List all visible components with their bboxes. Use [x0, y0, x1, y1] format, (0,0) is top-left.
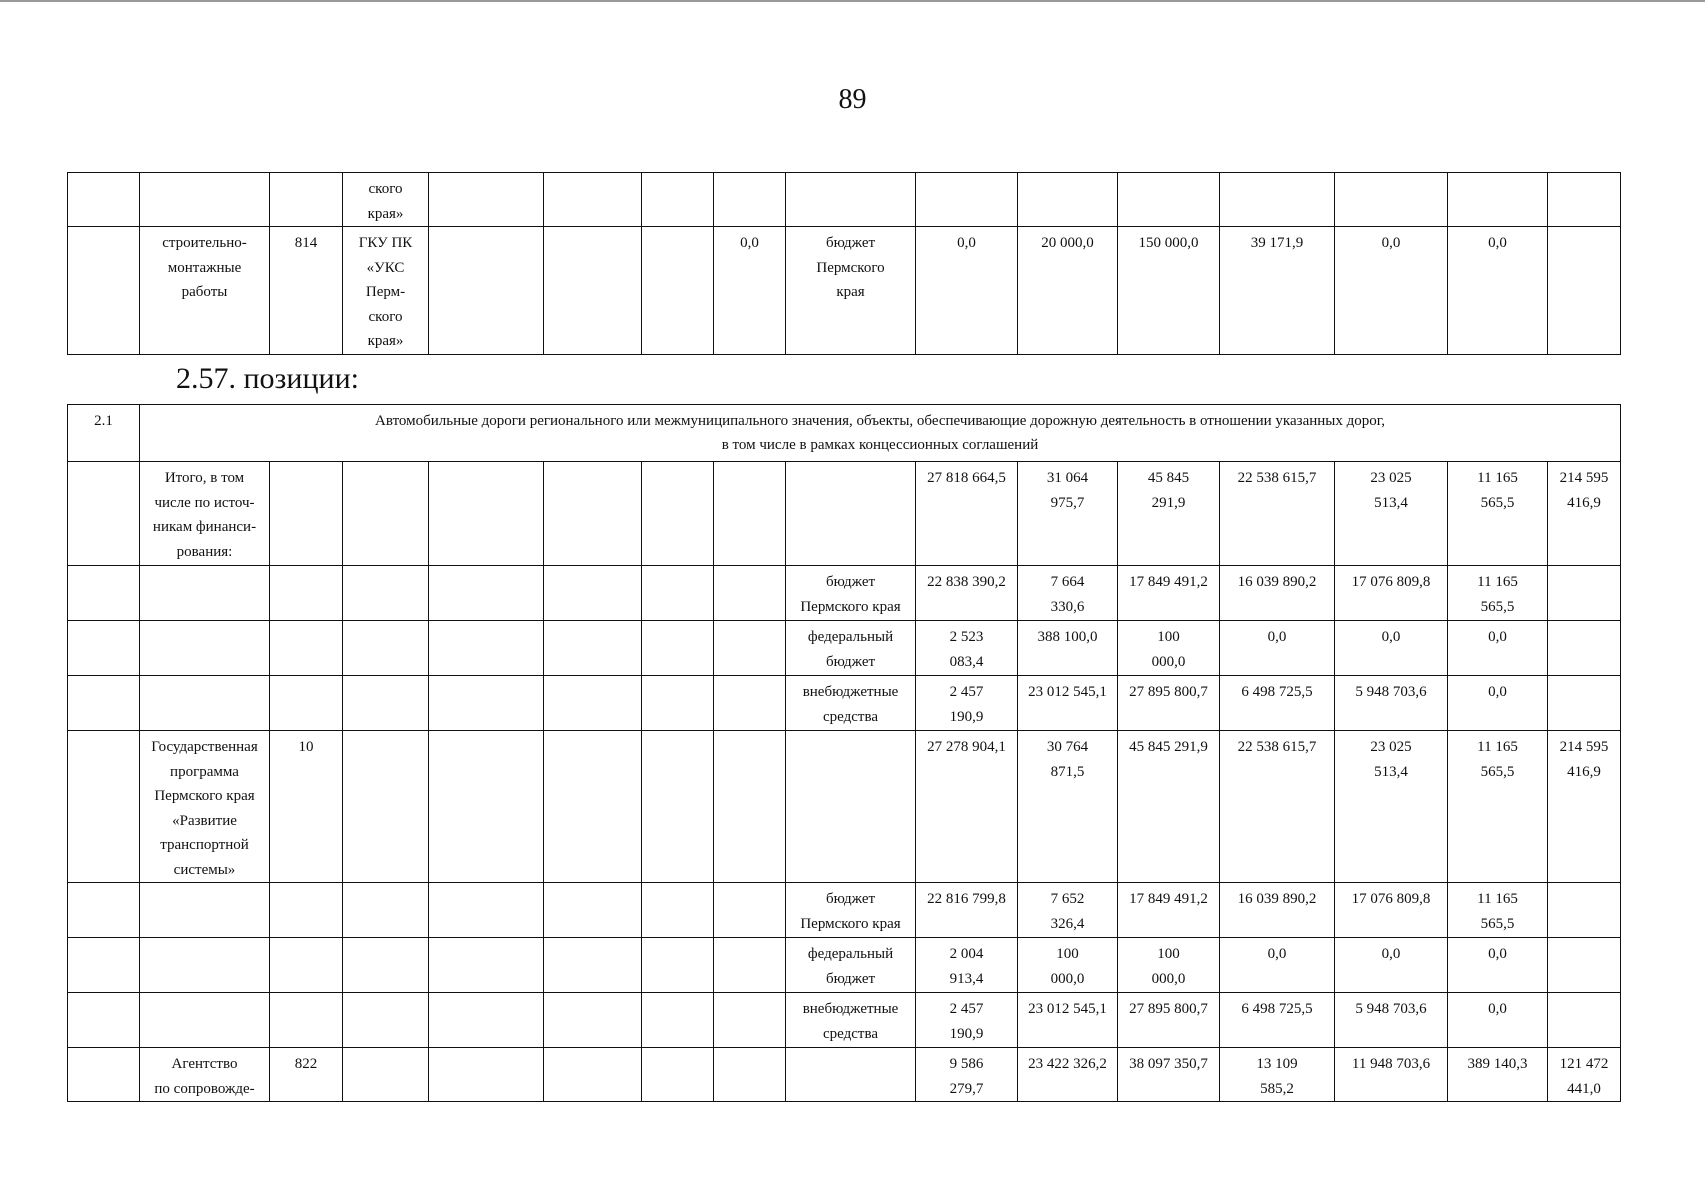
table-cell	[140, 883, 270, 938]
table-cell: 10	[270, 731, 343, 883]
table-cell: 11 948 703,6	[1335, 1048, 1448, 1102]
table-cell: 11 165 565,5	[1448, 462, 1548, 566]
table-cell	[270, 938, 343, 993]
table-cell: 23 012 545,1	[1018, 993, 1118, 1048]
table-cell	[544, 883, 642, 938]
table-cell	[786, 462, 916, 566]
table-cell	[270, 676, 343, 731]
table-cell: 11 165 565,5	[1448, 883, 1548, 938]
table-cell	[714, 566, 786, 621]
table-cell: бюджет Пермского края	[786, 883, 916, 938]
table-cell	[68, 566, 140, 621]
table-cell	[270, 462, 343, 566]
budget-table	[67, 404, 1621, 1102]
table-cell: 214 595 416,9	[1548, 462, 1621, 566]
table-cell: 388 100,0	[1018, 621, 1118, 676]
table-cell	[429, 993, 544, 1048]
table-cell	[68, 173, 140, 227]
table-cell	[714, 993, 786, 1048]
table-cell	[270, 993, 343, 1048]
table-row	[68, 173, 1621, 227]
table-cell	[429, 731, 544, 883]
table-cell: 17 849 491,2	[1118, 566, 1220, 621]
table-cell: 22 838 390,2	[916, 566, 1018, 621]
table-cell	[343, 993, 429, 1048]
table-body	[68, 405, 1621, 1102]
table-cell: Агентство по сопровожде-	[140, 1048, 270, 1102]
table-row	[68, 566, 1621, 621]
table-cell: 31 064 975,7	[1018, 462, 1118, 566]
table-cell	[270, 566, 343, 621]
table-cell: 5 948 703,6	[1335, 676, 1448, 731]
table-cell: ГКУ ПК «УКС Перм- ского края»	[343, 227, 429, 355]
table-cell: 17 076 809,8	[1335, 883, 1448, 938]
table-cell: 121 472 441,0	[1548, 1048, 1621, 1102]
table-cell: 23 012 545,1	[1018, 676, 1118, 731]
table-cell: 23 422 326,2	[1018, 1048, 1118, 1102]
table-cell	[714, 938, 786, 993]
table-cell	[1220, 173, 1335, 227]
table-cell: Итого, в том числе по источ- никам финанси- рования:	[140, 462, 270, 566]
table-cell: 9 586 279,7	[916, 1048, 1018, 1102]
table-row	[68, 676, 1621, 731]
table-cell	[1548, 566, 1621, 621]
table-cell	[140, 173, 270, 227]
section-title: Автомобильные дороги регионального или межмуниципального значения, объекты, обеспечивающие дорожную деятельность в отношении указанных дорог, в том числе в рамках концессионных соглашений	[140, 405, 1621, 462]
table-row	[68, 1048, 1621, 1102]
table-cell	[544, 173, 642, 227]
table-row	[68, 993, 1621, 1048]
table-cell: 0,0	[1448, 676, 1548, 731]
table-cell: 100 000,0	[1118, 938, 1220, 993]
table-cell	[642, 173, 714, 227]
table-cell	[343, 883, 429, 938]
table-cell	[429, 227, 544, 355]
table-cell	[429, 173, 544, 227]
table-cell: внебюджетные средства	[786, 993, 916, 1048]
table-cell	[544, 227, 642, 355]
table-cell	[68, 676, 140, 731]
table-cell	[1018, 173, 1118, 227]
table-cell	[1548, 173, 1621, 227]
table-cell	[68, 621, 140, 676]
table-cell	[1448, 173, 1548, 227]
table-cell	[642, 621, 714, 676]
table-cell: 389 140,3	[1448, 1048, 1548, 1102]
table-cell: 0,0	[1448, 993, 1548, 1048]
table-cell	[916, 173, 1018, 227]
table-cell: 27 278 904,1	[916, 731, 1018, 883]
table-cell	[714, 621, 786, 676]
table-cell	[1548, 993, 1621, 1048]
table-row	[68, 938, 1621, 993]
table-cell: 0,0	[714, 227, 786, 355]
table-cell	[270, 883, 343, 938]
table-cell: 2 004 913,4	[916, 938, 1018, 993]
table-cell: 0,0	[1335, 621, 1448, 676]
table-cell	[1335, 173, 1448, 227]
table-cell	[429, 621, 544, 676]
table-cell: бюджет Пермского края	[786, 566, 916, 621]
table-cell	[343, 731, 429, 883]
table-cell	[343, 938, 429, 993]
table-cell: 27 895 800,7	[1118, 676, 1220, 731]
table-row	[68, 731, 1621, 883]
table-cell	[270, 173, 343, 227]
table-cell	[1548, 227, 1621, 355]
table-cell	[140, 993, 270, 1048]
table-cell: 100 000,0	[1118, 621, 1220, 676]
table-cell	[642, 676, 714, 731]
table-cell: 0,0	[1220, 621, 1335, 676]
table-cell	[786, 173, 916, 227]
table-cell	[642, 462, 714, 566]
table-cell	[429, 1048, 544, 1102]
table-cell: 16 039 890,2	[1220, 566, 1335, 621]
table-cell	[68, 227, 140, 355]
table-cell: 30 764 871,5	[1018, 731, 1118, 883]
table-cell	[68, 938, 140, 993]
table-cell: 11 165 565,5	[1448, 566, 1548, 621]
table-cell	[714, 676, 786, 731]
table-cell: 38 097 350,7	[1118, 1048, 1220, 1102]
table-cell: 0,0	[916, 227, 1018, 355]
table-cell: 7 652 326,4	[1018, 883, 1118, 938]
table-cell	[270, 621, 343, 676]
table-cell	[429, 883, 544, 938]
table-cell: 11 165 565,5	[1448, 731, 1548, 883]
table-cell	[1548, 621, 1621, 676]
table-cell	[544, 462, 642, 566]
table-cell: 150 000,0	[1118, 227, 1220, 355]
table-cell	[429, 462, 544, 566]
table-cell: 0,0	[1448, 227, 1548, 355]
scan-edge	[0, 0, 1705, 2]
section-heading: 2.57. позиции:	[176, 362, 359, 395]
table-cell: 0,0	[1448, 938, 1548, 993]
table-cell	[140, 621, 270, 676]
table-cell	[1548, 676, 1621, 731]
table-cell	[68, 993, 140, 1048]
table-cell: 22 816 799,8	[916, 883, 1018, 938]
table-cell: 17 076 809,8	[1335, 566, 1448, 621]
table-cell	[642, 993, 714, 1048]
table-cell: 27 895 800,7	[1118, 993, 1220, 1048]
table-cell: 2 457 190,9	[916, 993, 1018, 1048]
table-cell	[544, 676, 642, 731]
table-cell: 45 845 291,9	[1118, 731, 1220, 883]
table-cell	[68, 462, 140, 566]
table-cell: 6 498 725,5	[1220, 993, 1335, 1048]
table-cell: 27 818 664,5	[916, 462, 1018, 566]
table-cell	[1548, 883, 1621, 938]
table-cell	[544, 731, 642, 883]
table-cell: 5 948 703,6	[1335, 993, 1448, 1048]
table-row	[68, 227, 1621, 355]
table-cell	[343, 462, 429, 566]
table-cell	[786, 1048, 916, 1102]
table-cell	[642, 731, 714, 883]
table-cell	[429, 676, 544, 731]
table-cell	[544, 938, 642, 993]
table-cell	[642, 1048, 714, 1102]
table-cell	[642, 227, 714, 355]
table-cell: строительно- монтажные работы	[140, 227, 270, 355]
table-cell	[429, 566, 544, 621]
table-cell	[544, 993, 642, 1048]
table-cell: 0,0	[1335, 227, 1448, 355]
table-cell: 16 039 890,2	[1220, 883, 1335, 938]
table-cell	[1548, 938, 1621, 993]
table-cell	[429, 938, 544, 993]
table-row	[68, 462, 1621, 566]
page-number: 89	[838, 84, 867, 115]
table-cell: 0,0	[1335, 938, 1448, 993]
table-cell: 814	[270, 227, 343, 355]
table-cell	[68, 731, 140, 883]
table-cell: 22 538 615,7	[1220, 731, 1335, 883]
table-cell: 214 595 416,9	[1548, 731, 1621, 883]
table-cell: внебюджетные средства	[786, 676, 916, 731]
table-cell	[714, 1048, 786, 1102]
table-cell: 23 025 513,4	[1335, 731, 1448, 883]
table-cell	[343, 566, 429, 621]
table-cell	[714, 883, 786, 938]
table-cell: 39 171,9	[1220, 227, 1335, 355]
table-cell: 0,0	[1448, 621, 1548, 676]
table-cell: 822	[270, 1048, 343, 1102]
table-cell	[544, 621, 642, 676]
table-cell	[343, 621, 429, 676]
table-cell	[140, 566, 270, 621]
table-cell: федеральный бюджет	[786, 621, 916, 676]
table-body	[68, 173, 1621, 355]
table-cell: 17 849 491,2	[1118, 883, 1220, 938]
budget-table-continuation	[67, 172, 1621, 355]
table-row	[68, 883, 1621, 938]
table-cell	[1118, 173, 1220, 227]
table-cell: 0,0	[1220, 938, 1335, 993]
table-cell: 7 664 330,6	[1018, 566, 1118, 621]
section-row	[68, 405, 1621, 462]
section-code: 2.1	[68, 405, 140, 462]
table-cell	[343, 1048, 429, 1102]
table-cell	[544, 1048, 642, 1102]
table-cell: 100 000,0	[1018, 938, 1118, 993]
table-cell	[544, 566, 642, 621]
table-cell	[642, 566, 714, 621]
table-cell	[642, 883, 714, 938]
table-cell	[714, 462, 786, 566]
table-cell: Государственная программа Пермского края «Развитие транспортной системы»	[140, 731, 270, 883]
table-cell: 23 025 513,4	[1335, 462, 1448, 566]
table-cell: 22 538 615,7	[1220, 462, 1335, 566]
table-cell	[140, 938, 270, 993]
table-cell: бюджет Пермского края	[786, 227, 916, 355]
table-cell	[642, 938, 714, 993]
table-cell	[786, 731, 916, 883]
table-cell: 20 000,0	[1018, 227, 1118, 355]
table-row	[68, 621, 1621, 676]
table-cell	[68, 883, 140, 938]
table-cell: 45 845 291,9	[1118, 462, 1220, 566]
table-cell	[343, 676, 429, 731]
table-cell: федеральный бюджет	[786, 938, 916, 993]
table-cell	[68, 1048, 140, 1102]
table-cell: ского края»	[343, 173, 429, 227]
table-cell: 13 109 585,2	[1220, 1048, 1335, 1102]
table-cell: 2 523 083,4	[916, 621, 1018, 676]
table-cell	[714, 173, 786, 227]
table-cell	[714, 731, 786, 883]
table-cell: 6 498 725,5	[1220, 676, 1335, 731]
table-cell	[140, 676, 270, 731]
table-cell: 2 457 190,9	[916, 676, 1018, 731]
